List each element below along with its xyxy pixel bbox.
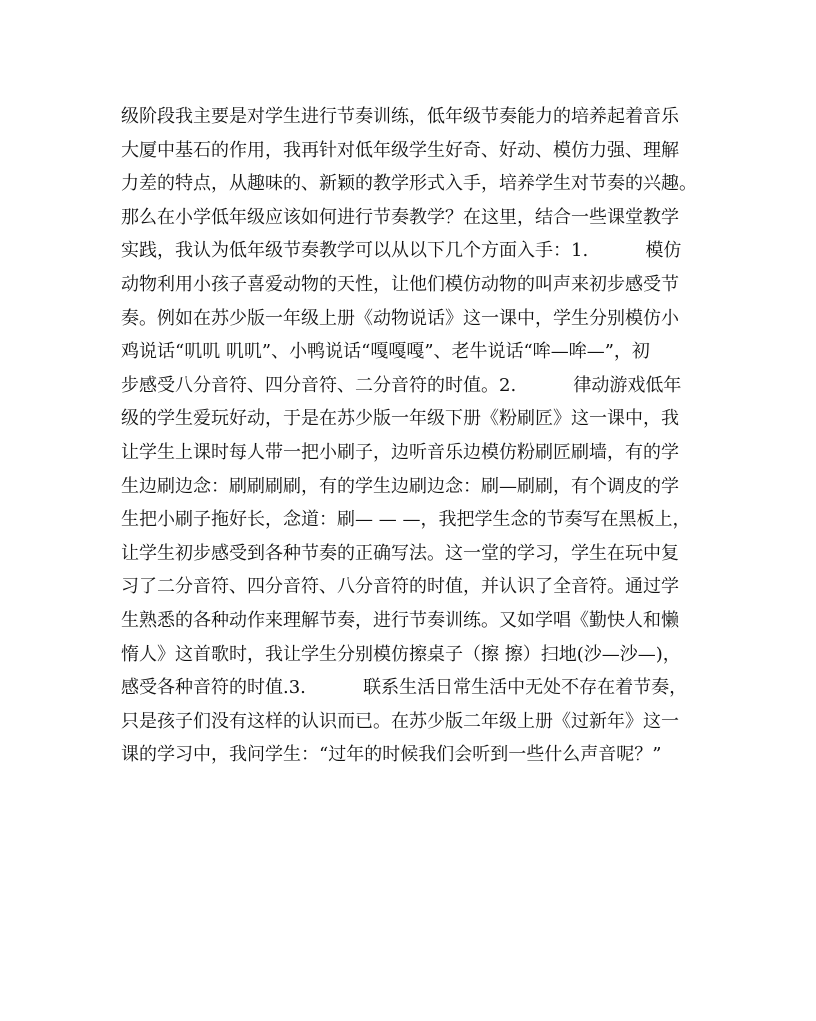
body-text: [121, 100, 701, 772]
text-line: 习了二分音符、四分音符、八分音符的时值，并认识了全音符。通过学: [121, 576, 679, 598]
text-line: 步感受八分音符、四分音符、二分音符的时值。2. 律动游戏低年: [121, 374, 682, 396]
text-line: 大厦中基石的作用，我再针对低年级学生好奇、好动、模仿力强、理解: [121, 139, 679, 161]
text-line: 奏。例如在苏少版一年级上册《动物说话》这一课中，学生分别模仿小: [121, 307, 679, 329]
text-line: 生熟悉的各种动作来理解节奏，进行节奏训练。又如学唱《勤快人和懒: [121, 609, 679, 631]
text-line: 力差的特点，从趣味的、新颖的教学形式入手，培养学生对节奏的兴趣。: [121, 173, 697, 195]
text-line: 鸡说话“叽叽 叽叽”、小鸭说话“嘎嘎嘎”、老牛说话“哞—哞—”，初: [121, 341, 650, 363]
text-line: 级的学生爱玩好动，于是在苏少版一年级下册《粉刷匠》这一课中，我: [121, 408, 679, 430]
text-line: 只是孩子们没有这样的认识而已。在苏少版二年级上册《过新年》这一: [121, 710, 679, 732]
text-line: 课的学习中，我问学生：“过年的时候我们会听到一些什么声音呢？”: [121, 744, 662, 766]
text-line: 感受各种音符的时值.3. 联系生活日常生活中无处不存在着节奏，: [121, 677, 688, 699]
text-line: 让学生上课时每人带一把小刷子，边听音乐边模仿粉刷匠刷墙，有的学: [121, 441, 679, 463]
text-line: 惰人》这首歌时，我让学生分别模仿擦桌子（擦 擦）扫地(沙—沙—)，: [121, 643, 681, 665]
text-line: 动物利用小孩子喜爱动物的天性，让他们模仿动物的叫声来初步感受节: [121, 273, 679, 295]
text-line: 生把小刷子拖好长，念道：刷— — —，我把学生念的节奏写在黑板上，: [121, 509, 691, 531]
text-line: 级阶段我主要是对学生进行节奏训练，低年级节奏能力的培养起着音乐: [121, 106, 679, 127]
text-line: 让学生初步感受到各种节奏的正确写法。这一堂的学习，学生在玩中复: [121, 542, 679, 564]
text-line: 生边刷边念：刷刷刷刷，有的学生边刷边念：刷—刷刷，有个调皮的学: [121, 475, 679, 497]
text-line: 那么在小学低年级应该如何进行节奏教学？在这里，结合一些课堂教学: [121, 206, 679, 228]
text-line: 实践，我认为低年级节奏教学可以从以下几个方面入手：1. 模仿: [121, 240, 682, 262]
